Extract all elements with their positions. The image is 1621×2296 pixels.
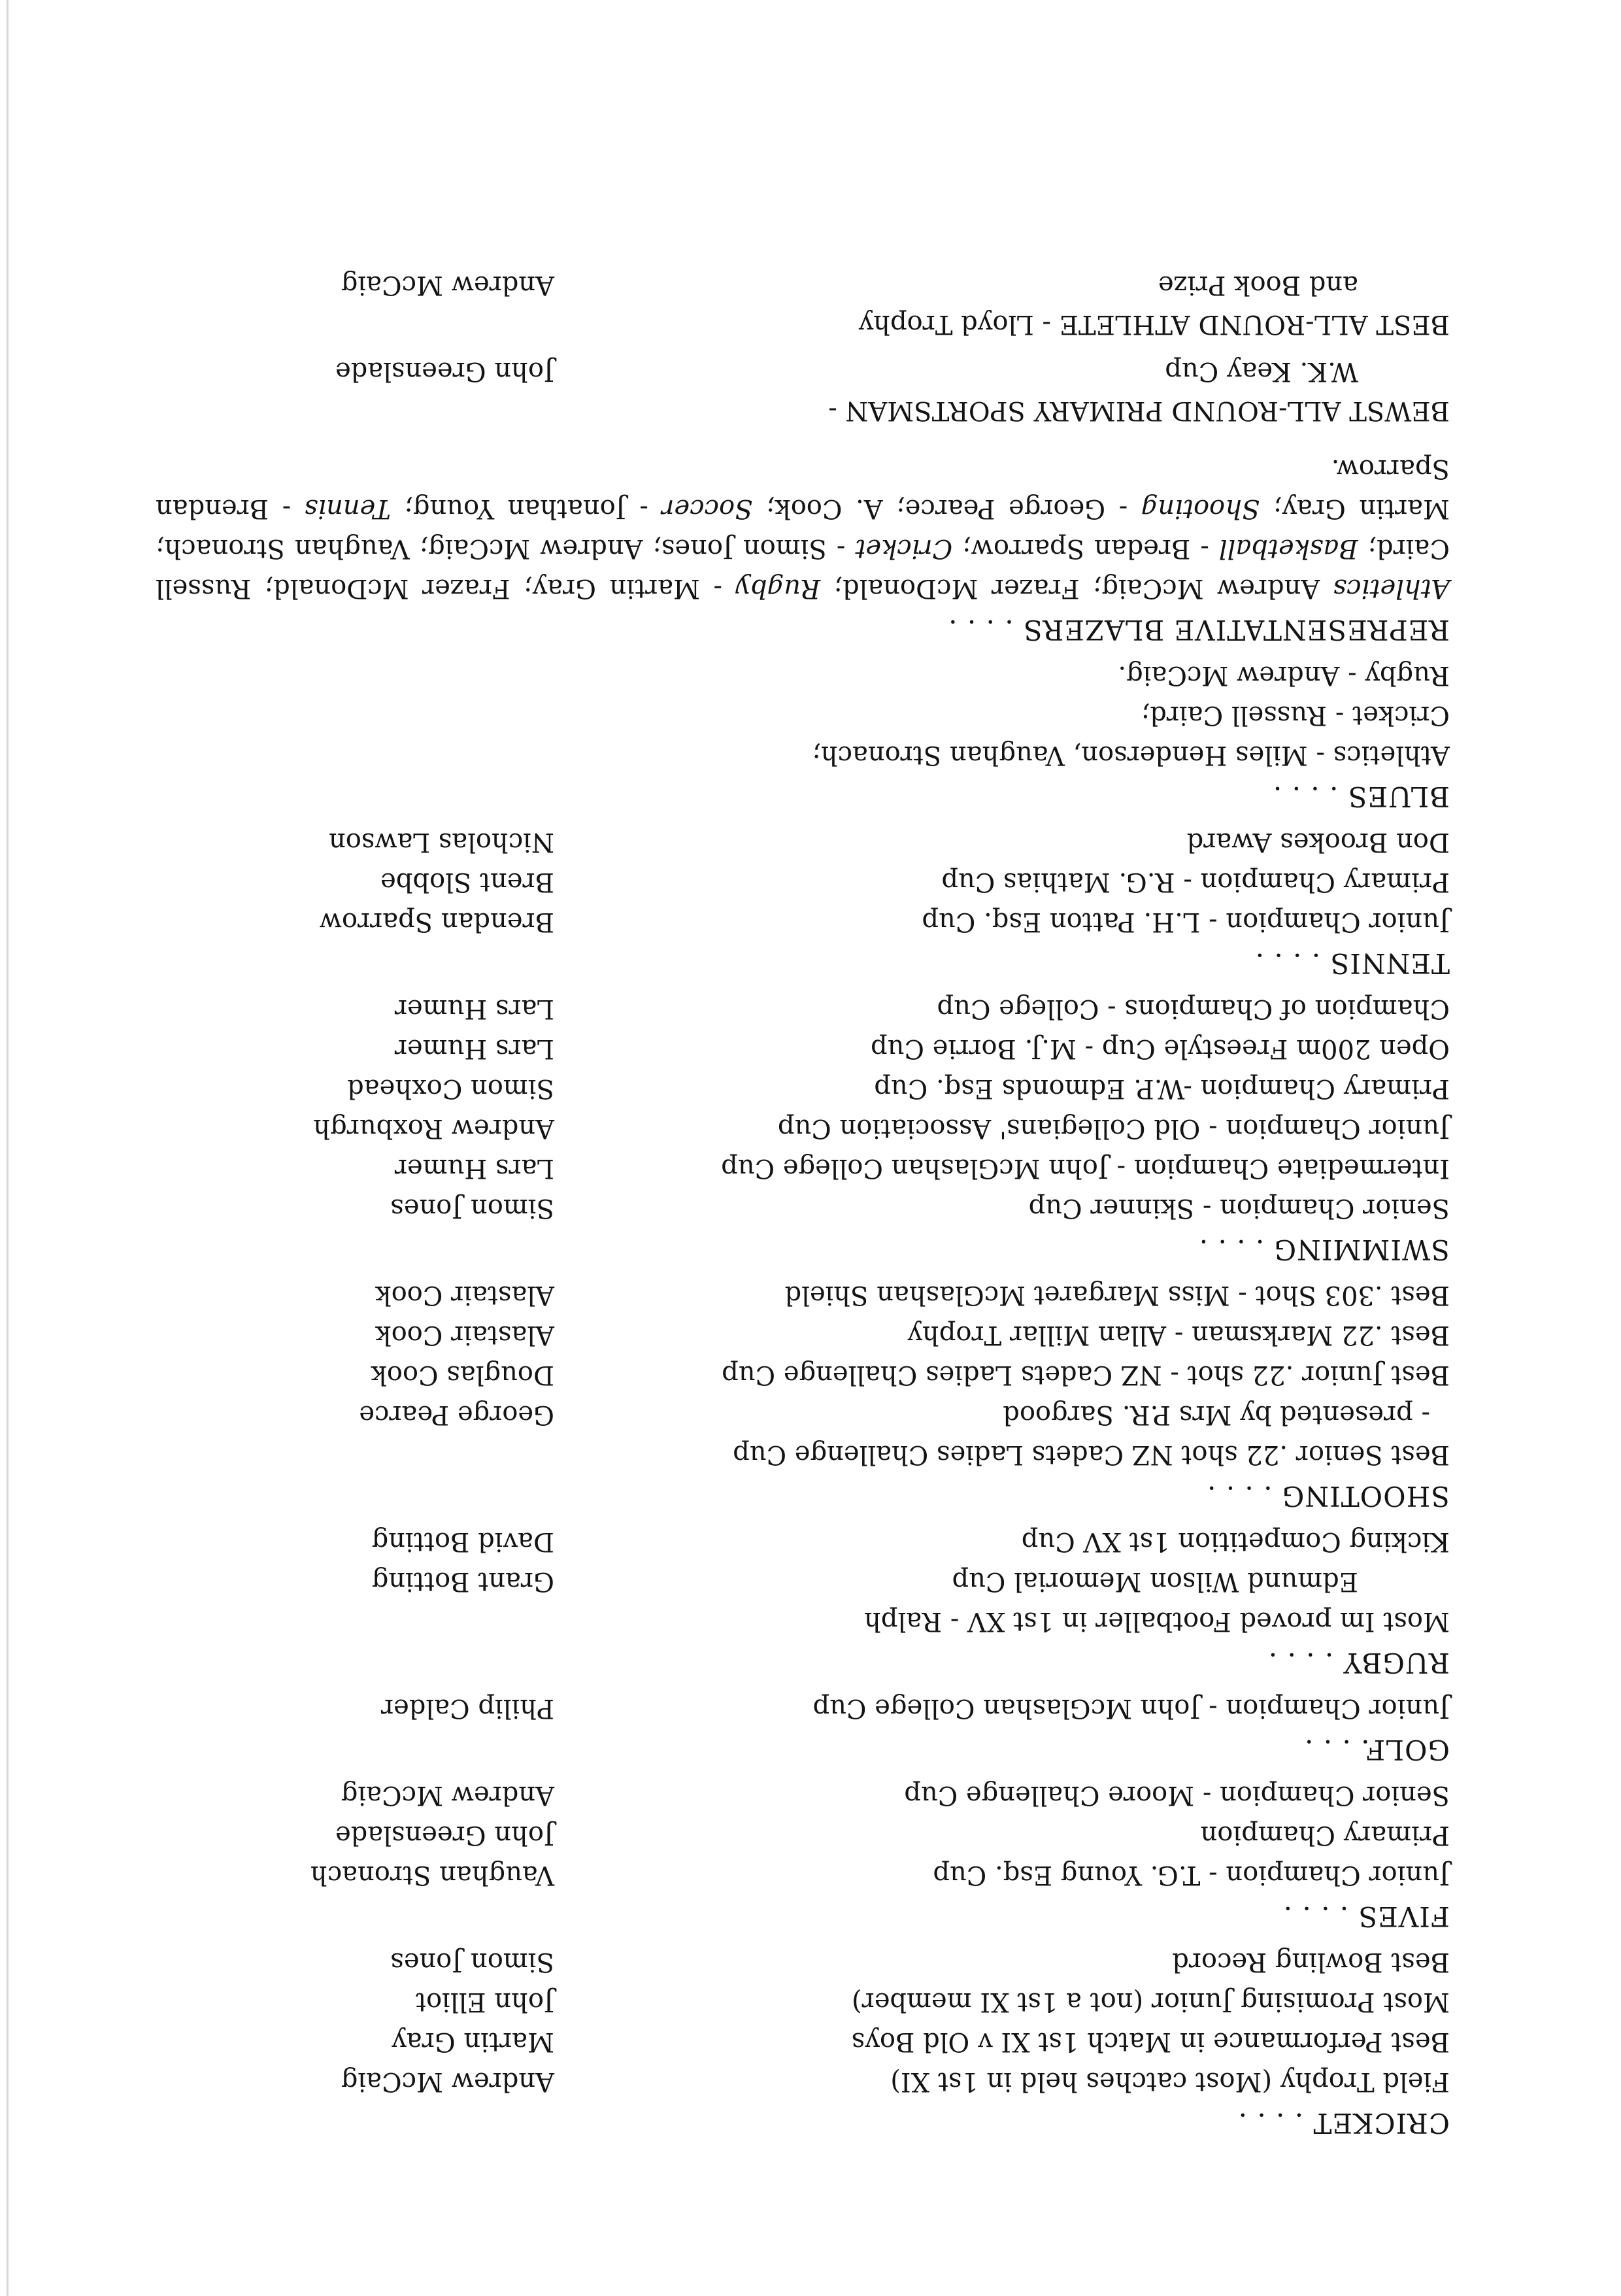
blazers-names: - Martin Gray; Frazer McDonald; Russell Caird; bbox=[156, 533, 1450, 603]
award-row bbox=[142, 1521, 1450, 1561]
award-row bbox=[142, 1434, 1450, 1474]
section-heading: CRICKET . . . . bbox=[1237, 2107, 1450, 2139]
award-row bbox=[142, 2021, 1450, 2061]
award-name: Junior Champion - L.H. Patton Esq. Cup bbox=[922, 907, 1450, 937]
award-winner: John Greenslade bbox=[335, 1820, 554, 1850]
award-winner: Andrew McCaig bbox=[341, 270, 554, 300]
award-winner: Grant Botting bbox=[371, 1566, 554, 1596]
award-winner: Nicholas Lawson bbox=[329, 827, 554, 857]
special-award bbox=[142, 349, 1450, 430]
award-row bbox=[142, 1688, 1450, 1728]
award-name: Best .303 Shot - Miss Margaret McGlashan Shield bbox=[784, 1280, 1450, 1310]
award-winner: Simon Coxhead bbox=[347, 1073, 554, 1104]
sport-name: Athletics bbox=[1333, 573, 1450, 603]
award-row bbox=[142, 1108, 1450, 1148]
section-heading: BLUES . . . . bbox=[1272, 781, 1450, 813]
award-name: Junior Champion - John McGlashan College Cup bbox=[812, 1693, 1450, 1723]
award-name: Primary Champion bbox=[1200, 1820, 1450, 1850]
award-name-continued: W.K. Keay Cup bbox=[1165, 356, 1358, 386]
award-winner: Alastair Cook bbox=[375, 1280, 554, 1310]
award-winner: Brent Slobbe bbox=[380, 867, 554, 897]
section-heading: SHOOTING . . . . bbox=[1207, 1480, 1450, 1512]
blazers-names: - George Pearce; A. Cook; bbox=[752, 494, 1141, 524]
award-winner: Vaughan Stronach bbox=[310, 1860, 554, 1890]
award-name: Don Brookes Award bbox=[1186, 827, 1450, 857]
award-name: Edmund Wilson Memorial Cup bbox=[952, 1566, 1358, 1596]
award-name-continued: and Book Prize bbox=[1158, 270, 1358, 300]
section-representative-blazers bbox=[142, 448, 1450, 651]
award-winner: Lars Humer bbox=[394, 994, 554, 1024]
section-rugby bbox=[142, 1521, 1450, 1684]
award-winner: Andrew Roxburgh bbox=[313, 1113, 554, 1143]
award-row bbox=[142, 2061, 1450, 2101]
sport-name: Tennis bbox=[304, 494, 391, 524]
award-row bbox=[142, 822, 1450, 862]
award-row bbox=[142, 1275, 1450, 1315]
blues-entry: Rugby - Andrew McCaig. bbox=[1118, 660, 1450, 690]
section-swimming bbox=[142, 988, 1450, 1271]
award-name: Senior Champion - Moore Challenge Cup bbox=[904, 1780, 1450, 1810]
award-name: BEST ALL-ROUND ATHLETE - Lloyd Trophy bbox=[858, 309, 1450, 339]
award-winner: Simon Jones bbox=[390, 1947, 554, 1977]
award-winner: Brendan Sparrow bbox=[319, 907, 554, 937]
award-name: Primary Champion -W.P. Edmonds Esq. Cup bbox=[874, 1073, 1450, 1104]
award-name: Field Trophy (Most catches held in 1st XI) bbox=[890, 2067, 1450, 2097]
section-tennis bbox=[142, 822, 1450, 985]
award-winner: John Elliot bbox=[415, 1987, 554, 2017]
award-winner: John Greenslade bbox=[335, 356, 554, 386]
award-name: Junior Champion - Old Collegians' Association Cup bbox=[777, 1113, 1450, 1143]
award-row bbox=[142, 862, 1450, 902]
award-row bbox=[142, 1982, 1450, 2021]
award-winner: Douglas Cook bbox=[371, 1360, 554, 1390]
award-name: Most Im proved Footballer in 1st XV - Ralph bbox=[864, 1606, 1450, 1636]
section-heading: REPRESENTATIVE BLAZERS . . . . bbox=[948, 614, 1450, 646]
award-winner: Andrew McCaig bbox=[341, 1780, 554, 1810]
award-row bbox=[142, 1068, 1450, 1108]
award-winner: Lars Humer bbox=[394, 1153, 554, 1183]
section-heading: SWIMMING . . . . bbox=[1198, 1234, 1450, 1266]
award-name: Senior Champion - Skinner Cup bbox=[1028, 1193, 1450, 1223]
award-name: Intermediate Champion - John McGlashan College Cup bbox=[721, 1153, 1450, 1183]
sport-name: Basketball bbox=[1218, 533, 1358, 564]
award-name: Best Performance in Match 1st XI v Old Boys bbox=[851, 2027, 1450, 2057]
blazers-names: - Brendan Sparrow. bbox=[156, 454, 1450, 524]
award-name: Open 200m Freestyle Cup - M.J. Borrie Cup bbox=[871, 1034, 1450, 1064]
award-row bbox=[142, 1188, 1450, 1228]
award-row bbox=[142, 1561, 1450, 1601]
award-row bbox=[142, 1855, 1450, 1895]
award-row bbox=[142, 1775, 1450, 1815]
award-row bbox=[142, 1394, 1450, 1434]
award-name: Best Junior .22 shot - NZ Cadets Ladies Challenge Cup bbox=[722, 1360, 1450, 1390]
sport-name: Shooting bbox=[1141, 494, 1260, 524]
award-row bbox=[142, 1315, 1450, 1355]
sport-name: Soccer bbox=[661, 494, 753, 524]
section-heading: FIVES . . . . bbox=[1282, 1900, 1450, 1933]
blazers-names: - Simon Jones; Andrew McCaig; Vaughan Stronach; Martin Gray; bbox=[156, 494, 1450, 564]
award-name: Kicking Competition 1st XV Cup bbox=[1021, 1527, 1450, 1557]
blues-entry: Cricket - Russell Caird; bbox=[1141, 700, 1450, 730]
section-heading: RUGBY . . . . bbox=[1267, 1647, 1450, 1679]
award-winner: Andrew McCaig bbox=[341, 2067, 554, 2097]
sport-name: Rugby bbox=[735, 573, 821, 603]
award-row bbox=[142, 1355, 1450, 1394]
award-winner: George Pearce bbox=[359, 1400, 554, 1430]
blazers-names: - Bredan Sparrow; bbox=[952, 533, 1219, 564]
awards-list bbox=[142, 263, 1450, 2144]
award-name: Best .22 Marksman - Allan Millar Trophy bbox=[907, 1320, 1450, 1350]
award-row bbox=[142, 902, 1450, 941]
award-winner: Lars Humer bbox=[394, 1034, 554, 1064]
blues-line bbox=[142, 735, 1450, 775]
special-award bbox=[142, 263, 1450, 344]
spacer bbox=[142, 435, 1450, 445]
award-row bbox=[142, 1148, 1450, 1188]
section-heading: TENNIS . . . . bbox=[1254, 947, 1450, 979]
award-row bbox=[142, 1028, 1450, 1068]
section-cricket bbox=[142, 1942, 1450, 2144]
award-row bbox=[142, 988, 1450, 1028]
blazers-names: Andrew McCaig; Frazer McDonald; bbox=[820, 573, 1333, 603]
section-golf bbox=[142, 1688, 1450, 1771]
award-name: Best Bowling Record bbox=[1172, 1947, 1450, 1977]
award-name: Most Promising Junior (not a 1st XI member) bbox=[852, 1987, 1450, 2017]
award-name: Best Senior .22 shot NZ Cadets Ladies Challenge Cup bbox=[733, 1440, 1450, 1470]
section-fives bbox=[142, 1775, 1450, 1938]
award-winner: Alastair Cook bbox=[375, 1320, 554, 1350]
sport-name: Cricket bbox=[855, 533, 953, 564]
scan-edge-line bbox=[7, 0, 8, 2296]
award-winner: Philip Calder bbox=[380, 1693, 554, 1723]
section-blues bbox=[142, 655, 1450, 818]
award-row bbox=[142, 1815, 1450, 1855]
blues-line bbox=[142, 655, 1450, 695]
award-winner: Martin Gray bbox=[392, 2027, 554, 2057]
section-heading: GOLF. . . . bbox=[1304, 1734, 1450, 1766]
award-winner: Simon Jones bbox=[390, 1193, 554, 1223]
award-name: Champion of Champions - College Cup bbox=[937, 994, 1450, 1024]
blues-entry: Athletics - Miles Henderson, Vaughan Stronach; bbox=[812, 740, 1450, 770]
award-name: - presented by Mrs P.R. Sargood bbox=[1003, 1400, 1430, 1430]
blazers-names: - Jonathan Young; bbox=[390, 494, 662, 524]
award-name: Primary Champion - R.G. Mathias Cup bbox=[941, 867, 1450, 897]
blazers-paragraph bbox=[156, 448, 1450, 608]
award-winner: David Botting bbox=[371, 1527, 554, 1557]
award-name: BEWST ALL-ROUND PRIMARY SPORTSMAN - bbox=[828, 396, 1450, 426]
award-row bbox=[142, 1942, 1450, 1982]
award-name: Junior Champion - T.G. Young Esq. Cup bbox=[933, 1860, 1450, 1890]
award-row bbox=[142, 1601, 1450, 1641]
section-shooting bbox=[142, 1275, 1450, 1517]
blues-line bbox=[142, 695, 1450, 735]
